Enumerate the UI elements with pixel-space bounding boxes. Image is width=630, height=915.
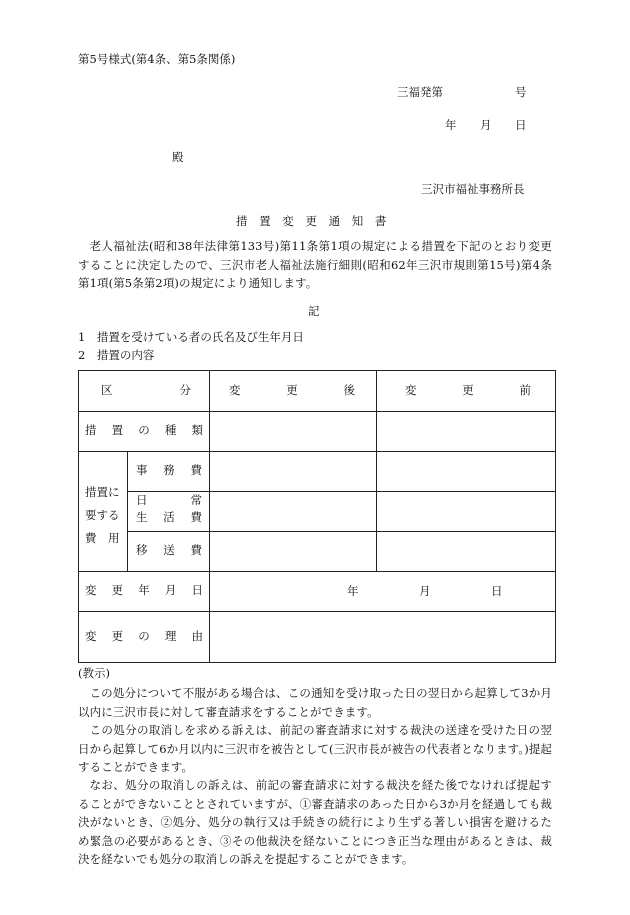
form-number: 第5号様式(第4条、第5条関係)	[78, 52, 236, 66]
change-date-day: 日	[491, 584, 503, 598]
date-day: 日	[515, 118, 527, 132]
row-daily-cost-bottom: 生 活 費	[136, 510, 202, 524]
row-transfer-cost: 移 送 費	[136, 543, 202, 558]
row-daily-cost-top: 日 常	[136, 493, 202, 507]
change-date-year: 年	[347, 584, 359, 598]
measures-table	[78, 370, 556, 663]
row-measure-type: 措 置 の 種 類	[85, 423, 203, 438]
notice-paragraph-2: この処分の取消しを求める訴えは、前記の審査請求に対する裁決の送達を受けた日の翌日から起算して6か月以内に三沢市を被告として(三沢市長が被告の代表者となります。)提起することができます。	[78, 723, 552, 774]
doc-number-prefix: 三福発第	[397, 85, 443, 99]
issuer: 三沢市福祉事務所長	[421, 182, 525, 196]
row-office-cost: 事 務 費	[136, 463, 202, 478]
change-date-month: 月	[419, 584, 431, 598]
ki-label: 記	[308, 304, 320, 318]
cost-group-label: 措置に 要する 費 用	[85, 485, 120, 545]
item-1: 1 措置を受けている者の氏名及び生年月日	[78, 330, 304, 344]
addressee-suffix: 殿	[172, 150, 184, 164]
doc-number-suffix: 号	[515, 85, 527, 99]
body-paragraph: 老人福祉法(昭和38年法律第133号)第11条第1項の規定による措置を下記のとおり変更することに決定したので、三沢市老人福祉法施行細則(昭和62年三沢市規則第15号)第4条第1項(第5条第2項)の規定により通知します。	[78, 239, 552, 290]
notice-paragraph-1: この処分について不服がある場合は、この通知を受け取った日の翌日から起算して3か月以内に三沢市長に対して審査請求をすることができます。	[78, 686, 552, 719]
item-2: 2 措置の内容	[78, 348, 155, 362]
date-year: 年	[445, 118, 457, 132]
notice-heading: (教示)	[78, 666, 110, 680]
date-month: 月	[480, 118, 492, 132]
header-before: 変 更 前	[405, 383, 531, 398]
row-change-reason: 変 更 の 理 由	[85, 628, 203, 643]
header-kubun: 区 分	[101, 383, 191, 398]
notice-paragraph-3: なお、処分の取消しの訴えは、前記の審査請求に対する裁決を経た後でなければ提起することができないこととされていますが、①審査請求のあった日から3か月を経過しても裁決がないとき、②処分、処分の執行又は手続きの続行により生ずる著しい損害を避けるため緊急の必要があるとき、③その他裁決を経ないことにつき正当な理由があるときは、裁決を経ないでも処分の取消しの訴えを提起することができます。	[78, 778, 552, 866]
header-after: 変 更 後	[229, 383, 355, 398]
document-title: 措 置 変 更 通 知 書	[236, 214, 391, 228]
row-change-date: 変 更 年 月 日	[85, 583, 203, 598]
